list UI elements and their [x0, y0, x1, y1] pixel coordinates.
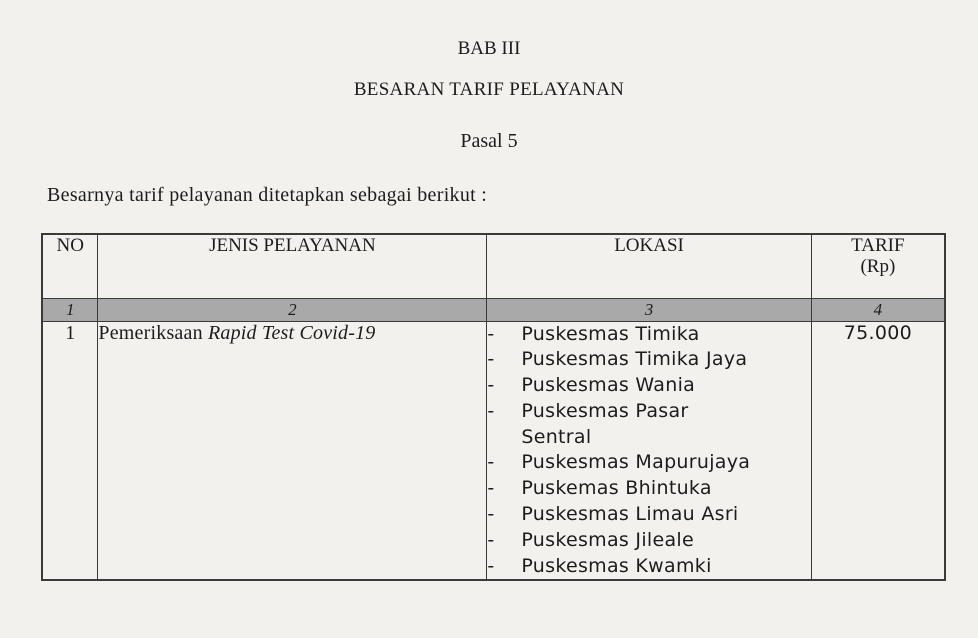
table-row — [42, 321, 945, 580]
chapter-heading: BAB III — [457, 38, 521, 59]
column-number: 4 — [811, 298, 945, 321]
list-dash: - — [487, 348, 495, 371]
location-cell — [487, 321, 811, 580]
location-name: Puskesmas Limau Asri — [521, 503, 739, 526]
list-item — [487, 502, 810, 528]
list-item — [487, 399, 810, 425]
list-item — [487, 554, 810, 580]
list-item — [487, 347, 810, 373]
service-type-italic: Rapid Test Covid-19 — [207, 321, 376, 344]
location-name: Puskesmas Timika — [521, 322, 700, 345]
list-dash: - — [487, 322, 495, 345]
list-item — [487, 450, 810, 476]
location-name: Sentral — [521, 425, 592, 448]
list-dash: - — [487, 477, 495, 500]
header-jenis-pelayanan: JENIS PELAYANAN — [98, 234, 487, 298]
list-dash: - — [487, 399, 495, 422]
list-dash: - — [487, 554, 495, 577]
table-header-row — [42, 234, 945, 298]
location-name: Puskemas Bhintuka — [521, 477, 712, 500]
list-item — [487, 373, 810, 399]
column-number: 3 — [487, 298, 811, 321]
header-no: NO — [42, 234, 98, 298]
intro-paragraph: Besarnya tarif pelayanan ditetapkan sebagai berikut : — [47, 184, 488, 206]
list-item-continuation — [487, 425, 810, 451]
column-number-row — [42, 298, 945, 321]
header-lokasi: LOKASI — [487, 234, 811, 298]
location-name: Puskesmas Kwamki — [521, 554, 712, 577]
column-number: 2 — [98, 298, 487, 321]
list-dash: - — [487, 503, 495, 526]
row-number: 1 — [42, 321, 98, 580]
list-dash-spacer — [487, 425, 521, 451]
list-item — [487, 528, 810, 554]
location-name: Puskesmas Wania — [521, 374, 696, 397]
header-tarif-unit: (Rp) — [860, 256, 896, 277]
service-type — [98, 321, 487, 580]
location-name: Puskesmas Jileale — [521, 528, 694, 551]
tariff-value: 75.000 — [811, 321, 945, 580]
location-name: Puskesmas Timika Jaya — [521, 348, 748, 371]
list-item — [487, 476, 810, 502]
location-name: Puskesmas Mapurujaya — [521, 451, 751, 474]
chapter-title: BESARAN TARIF PELAYANAN — [353, 79, 625, 100]
column-number: 1 — [42, 298, 98, 321]
list-dash: - — [487, 451, 495, 474]
list-item — [487, 322, 810, 348]
article-heading: Pasal 5 — [460, 130, 518, 152]
header-tarif-label: TARIF — [851, 235, 905, 256]
tariff-table — [41, 233, 946, 581]
location-name: Puskesmas Pasar — [521, 399, 689, 422]
header-tarif — [811, 234, 945, 298]
location-list — [487, 322, 810, 580]
list-dash: - — [487, 528, 495, 551]
list-dash: - — [487, 374, 495, 397]
service-type-prefix: Pemeriksaan — [98, 321, 208, 344]
